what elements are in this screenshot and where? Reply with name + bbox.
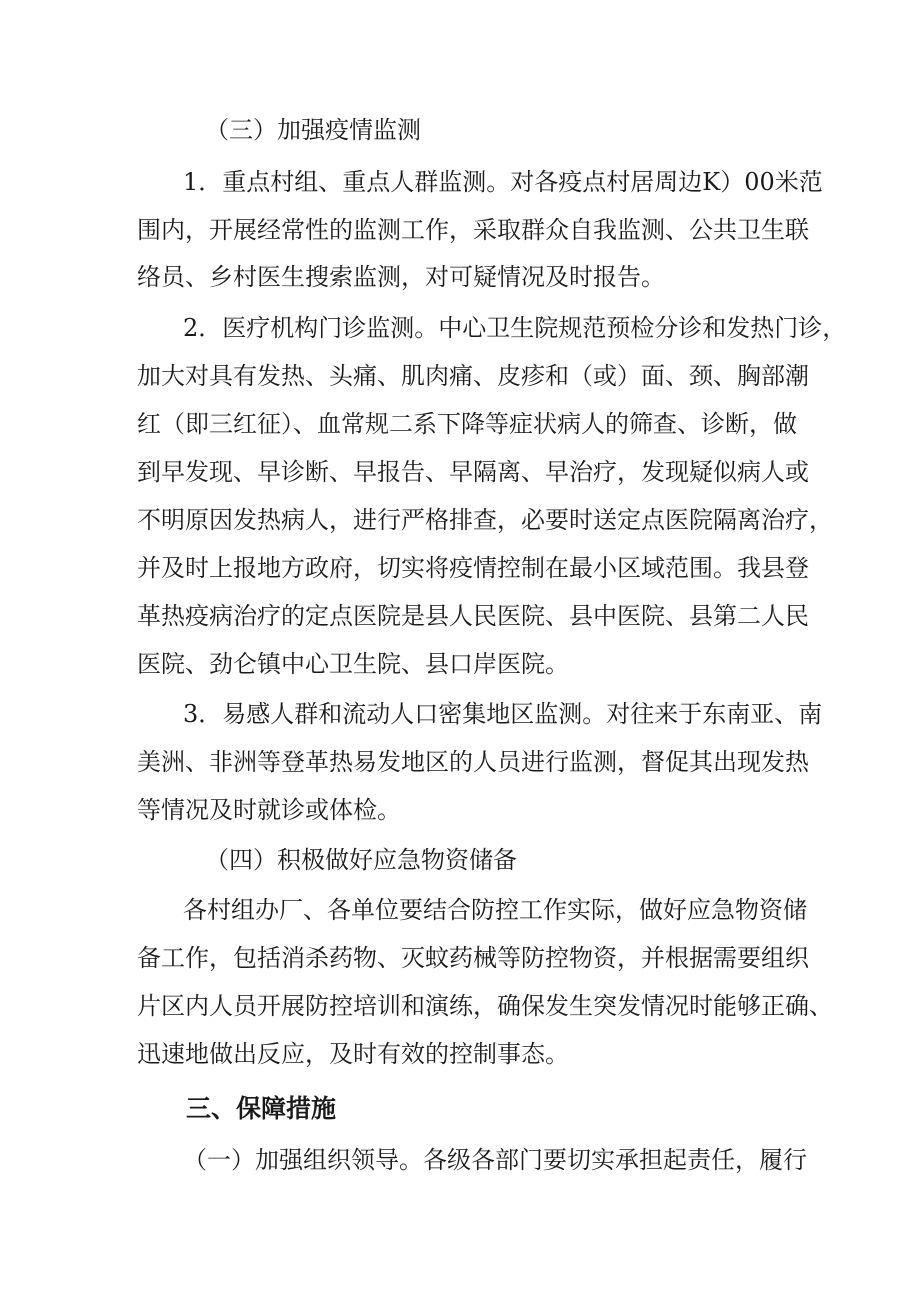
paragraph-line: 革热疫病治疗的定点医院是县人民医院、县中医院、县第二人民 [137,602,809,630]
paragraph-line: 备工作，包括消杀药物、灭蚊药械等防控物资，并根据需要组织 [137,944,809,972]
paragraph-line: 到早发现、早诊断、早报告、早隔离、早治疗，发现疑似病人或 [137,458,809,486]
paragraph-line: 加大对具有发热、头痛、肌肉痛、皮疹和（或）面、颈、胸部潮 [137,362,809,390]
paragraph-line: 3．易感人群和流动人口密集地区监测。对往来于东南亚、南 [183,700,823,728]
paragraph-line: 等情况及时就诊或体检。 [137,796,401,824]
section-heading-4: （四）积极做好应急物资储备 [205,846,517,874]
paragraph-line: 医院、劲仑镇中心卫生院、县口岸医院。 [137,650,569,678]
paragraph-line: 片区内人员开展防控培训和演练，确保发生突发情况时能够正确、 [137,992,833,1020]
paragraph-line: 2．医疗机构门诊监测。中心卫生院规范预检分诊和发热门诊， [183,314,847,342]
paragraph-line: 迅速地做出反应，及时有效的控制事态。 [137,1040,569,1068]
paragraph-line: 围内，开展经常性的监测工作，采取群众自我监测、公共卫生联 [137,216,809,244]
part-heading-3: 三、保障措施 [186,1094,337,1123]
section-heading-3: （三）加强疫情监测 [205,116,421,144]
paragraph-line: 络员、乡村医生搜索监测，对可疑情况及时报告。 [137,263,665,291]
paragraph-line: 1．重点村组、重点人群监测。对各疫点村居周边K）00米范 [183,168,823,196]
paragraph-line: （一）加强组织领导。各级各部门要切实承担起责任，履行 [183,1146,807,1174]
paragraph-line: 红（即三红征）、血常规二系下降等症状病人的筛查、诊断，做 [137,410,797,438]
paragraph-line: 并及时上报地方政府，切实将疫情控制在最小区域范围。我县登 [137,554,809,582]
paragraph-line: 美洲、非洲等登革热易发地区的人员进行监测，督促其出现发热 [137,748,809,776]
paragraph-line: 各村组办厂、各单位要结合防控工作实际，做好应急物资储 [183,896,807,924]
paragraph-line: 不明原因发热病人，进行严格排查，必要时送定点医院隔离治疗， [137,506,833,534]
